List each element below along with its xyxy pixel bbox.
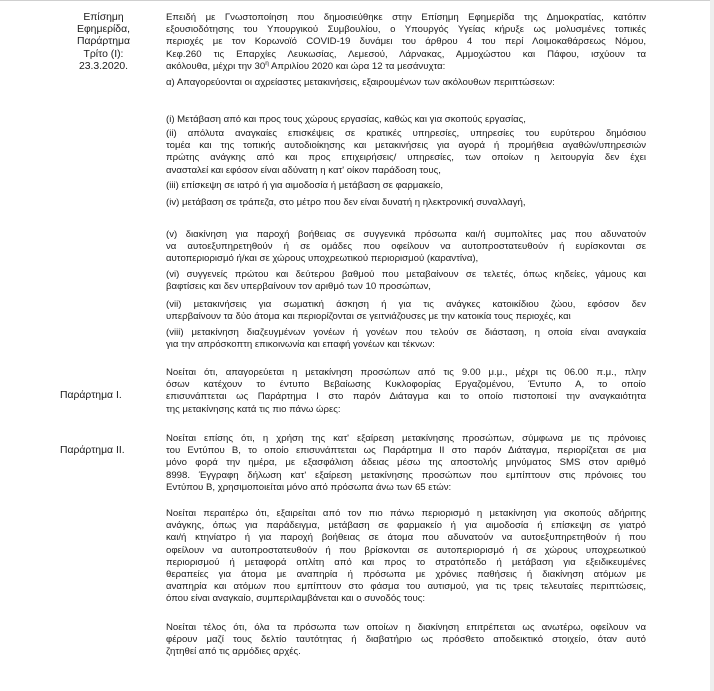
gazette-line: Εφημερίδα,: [77, 24, 130, 36]
text-line: του Εντύπου Β, το οποίο επισυνάπτεται ως Παράρτημα ΙΙ στο παρόν Διάταγμα, περιορίζεται σε μια: [166, 445, 646, 457]
text-line: ανασταλεί και εφόσον είναι αδύνατη η κατ' οίκον παράδοση τους,: [166, 164, 441, 176]
id-requirement-paragraph: [166, 622, 646, 659]
text-line: να αυτοεξυπηρετηθούν ή σε ομάδες που οφείλουν να αυτοπροστατευθούν ή ευρίσκονται σε: [166, 241, 646, 253]
text-line: και/ή κτηνίατρο ή για παροχή βοήθειας σε άτομα που αδυνατούν να αυτοεξυπηρετηθούν ή που: [166, 532, 646, 544]
item-vii: [166, 299, 646, 323]
item-vi: [166, 269, 646, 293]
text-line: [166, 61, 646, 73]
date-text-rest: Απριλίου 2020 και ώρα 12 τα μεσάνυχτα:: [268, 60, 446, 72]
text-line: όπου είναι αναγκαίο, συμπεριλαμβάνεται και ο συνοδός τους:: [166, 593, 426, 605]
sms-permission-paragraph: [166, 433, 646, 494]
text-line: υπερβαίνουν τα δύο άτομα και περιορίζονται σε γειτνιάζουσες με την κατοικία τους περιοχές, και: [166, 311, 571, 323]
item-iv: (iv) μετάβαση σε τράπεζα, στο μέτρο που δεν είναι δυνατή η ηλεκτρονική συναλλαγή,: [166, 197, 526, 208]
item-ii: [166, 128, 646, 177]
text-line: θεραπείες για άτομα με αναπηρία ή πρόσωπα με χρόνιες παθήσεις ή διακίνηση ατόμων με: [166, 569, 646, 581]
text-line: ζητηθεί από τις αρμόδιες αρχές.: [166, 646, 301, 658]
text-line: της μετακίνησης κατά τις πιο πάνω ώρες:: [166, 403, 341, 415]
text-line: επισυνάπτεται ως Παράρτημα Ι στο παρόν Διάταγμα και το οποίο πιστοποιεί την αναγκαιότητα: [166, 391, 646, 403]
text-line: οφείλουν να αυτοπροστατευθούν ή που βρίσκονται σε αυτοπεριορισμό ή σε χώρους υποχρεωτικού: [166, 544, 646, 556]
right-edge-shade: [710, 0, 714, 691]
text-line: Νοείται ότι, απαγορεύεται η μετακίνηση προσώπων από τις 9.00 μ.μ., μέχρι τις 06.00 π.μ., πλην: [166, 367, 646, 378]
text-line: αναπηρία και ατόμων που εμπίπτουν στο φάσμα του αυτισμού, για τις τρεις τελευταίες περιπτώσεις,: [166, 581, 646, 593]
text-line: (ii) απόλυτα αναγκαίες επισκέψεις σε κρατικές υπηρεσίες, υπηρεσίες του ευρύτερου δημόσιου: [166, 128, 646, 139]
exemption-paragraph: [166, 508, 646, 606]
gazette-line: Παράρτημα: [76, 36, 131, 48]
gazette-line: Τρίτο (Ι):: [83, 48, 124, 60]
item-viii: [166, 327, 646, 351]
item-iii: (iii) επίσκεψη σε ιατρό ή για αιμοδοσία ή μετάβαση σε φαρμακείο,: [166, 180, 444, 191]
item-i: (i) Μετάβαση από και προς τους χώρους εργασίας, καθώς και για σκοπούς εργασίας,: [166, 114, 526, 125]
item-v: [166, 229, 646, 266]
text-line: Νοείται τέλος ότι, όλα τα πρόσωπα των οποίων η διακίνηση επιτρέπεται ως ανωτέρω, οφείλουν να: [166, 622, 646, 633]
text-line: περιορισμού ή μεταφορά οπλίτη από και προς το στρατόπεδο ή μετάβαση για εξειδικευμένες: [166, 556, 646, 568]
text-line: 8998. Έγγραφη δήλωση κατ' εξαίρεση μετακίνησης προσώπων που εμπίπτουν στις πρόνοιες του: [166, 469, 646, 481]
gazette-reference: [56, 12, 151, 73]
text-line: (viii) μετακίνηση διαζευγμένων γονέων ή γονέων που τελούν σε διάσταση, η οποία είναι αναγκαία: [166, 327, 646, 338]
top-divider: [0, 0, 714, 1]
ordinal-superscript: η: [265, 59, 269, 67]
annex-2-label: Παράρτημα ΙΙ.: [60, 445, 125, 456]
text-line: (vi) συγγενείς πρώτου και δεύτερου βαθμού που μεταβαίνουν σε τελετές, όπως κηδείες, γάμους και: [166, 269, 646, 280]
gazette-line: Επίσημη: [83, 12, 124, 23]
text-line: αυτοπεριορισμό ή/και σε χώρους υποχρεωτικού περιορισμού (καραντίνα),: [166, 253, 479, 265]
night-curfew-paragraph: [166, 367, 646, 416]
annex-1-label: Παράρτημα Ι.: [60, 390, 122, 401]
text-line: πρώτης ανάγκης από και προς επιχειρήσεις/ υπηρεσίες, των οποίων η λειτουργία δεν έχει: [166, 152, 646, 164]
text-line: Επειδή με Γνωστοποίηση που δημοσιεύθηκε στην Επίσημη Εφημερίδα της Δημοκρατίας, κατόπιν: [166, 12, 646, 23]
text-line: όσων κατέχουν το έντυπο Βεβαίωσης Κυκλοφορίας Εργαζομένου, Έντυπο Α, το οποίο: [166, 379, 646, 391]
text-line: φέρουν μαζί τους δελτίο ταυτότητας ή διαβατήριο ως πρόσθετο αποδεικτικό στοιχείο, όταν αυτό: [166, 634, 646, 646]
text-line: Κεφ.260 τις Επαρχίες Λευκωσίας, Λεμεσού, Λάρνακας, Αμμοχώστου και Πάφου, ισχύουν τα: [166, 48, 646, 60]
text-line: εξουσιοδότησης του Υπουργικού Συμβουλίου, ο Υπουργός Υγείας κήρυξε ως μολυσμένες τοπικές: [166, 24, 646, 36]
text-line: για την απρόσκοπτη επικοινωνία και επαφή γονέων και τέκνων:: [166, 339, 435, 351]
intro-paragraph: [166, 12, 646, 73]
text-line: (vii) μετακινήσεις για σωματική άσκηση ή για τις ανάγκες κατοικίδιου ζώου, εφόσον δεν: [166, 299, 646, 310]
gazette-line: 23.3.2020.: [78, 60, 129, 72]
text-line: Νοείται περαιτέρω ότι, εξαιρείται από τον πιο πάνω περιορισμό η μετακίνηση για σκοπούς αδήριτης: [166, 508, 646, 519]
text-line: ανάγκης, όπως για παράδειγμα, μετάβαση σε φαρμακείο ή για αιμοδοσία ή επίσκεψη σε γιατρό: [166, 520, 646, 532]
text-line: περιοχές με τον Κορωνοϊό COVID-19 δυνάμει του άρθρου 4 του περί Λοιμοκαθάρσεως Νόμου,: [166, 36, 646, 48]
text-line: Εντύπου Β, χρησιμοποιείται μόνο από πρόσωπα άνω των 65 ετών:: [166, 481, 452, 493]
text-line: τομέα και της τοπικής αυτοδιοίκησης και μετακινήσεις για αγορά ή προμήθεια αγαθών/υπηρεσιών: [166, 140, 646, 152]
text-line: βαφτίσεις και δεν υπερβαίνουν τον αριθμό των 10 προσώπων,: [166, 281, 431, 293]
date-text: ακόλουθα, μέχρι την 30: [166, 60, 266, 72]
point-a: α) Απαγορεύονται οι αχρείαστες μετακινήσεις, εξαιρουμένων των ακόλουθων περιπτώσεων:: [166, 77, 555, 88]
text-line: μόνο φορά την ημέρα, με εξασφάλιση άδειας μέσω της αποστολής μηνύματος SMS στον αριθμό: [166, 457, 646, 469]
text-line: Νοείται επίσης ότι, η χρήση της κατ' εξαίρεση μετακίνησης προσώπων, σύμφωνα με τις πρόνοιες: [166, 433, 646, 444]
text-line: (v) διακίνηση για παροχή βοήθειας σε συγγενικά πρόσωπα και/ή συμπολίτες μας που αδυνατούν: [166, 229, 646, 240]
